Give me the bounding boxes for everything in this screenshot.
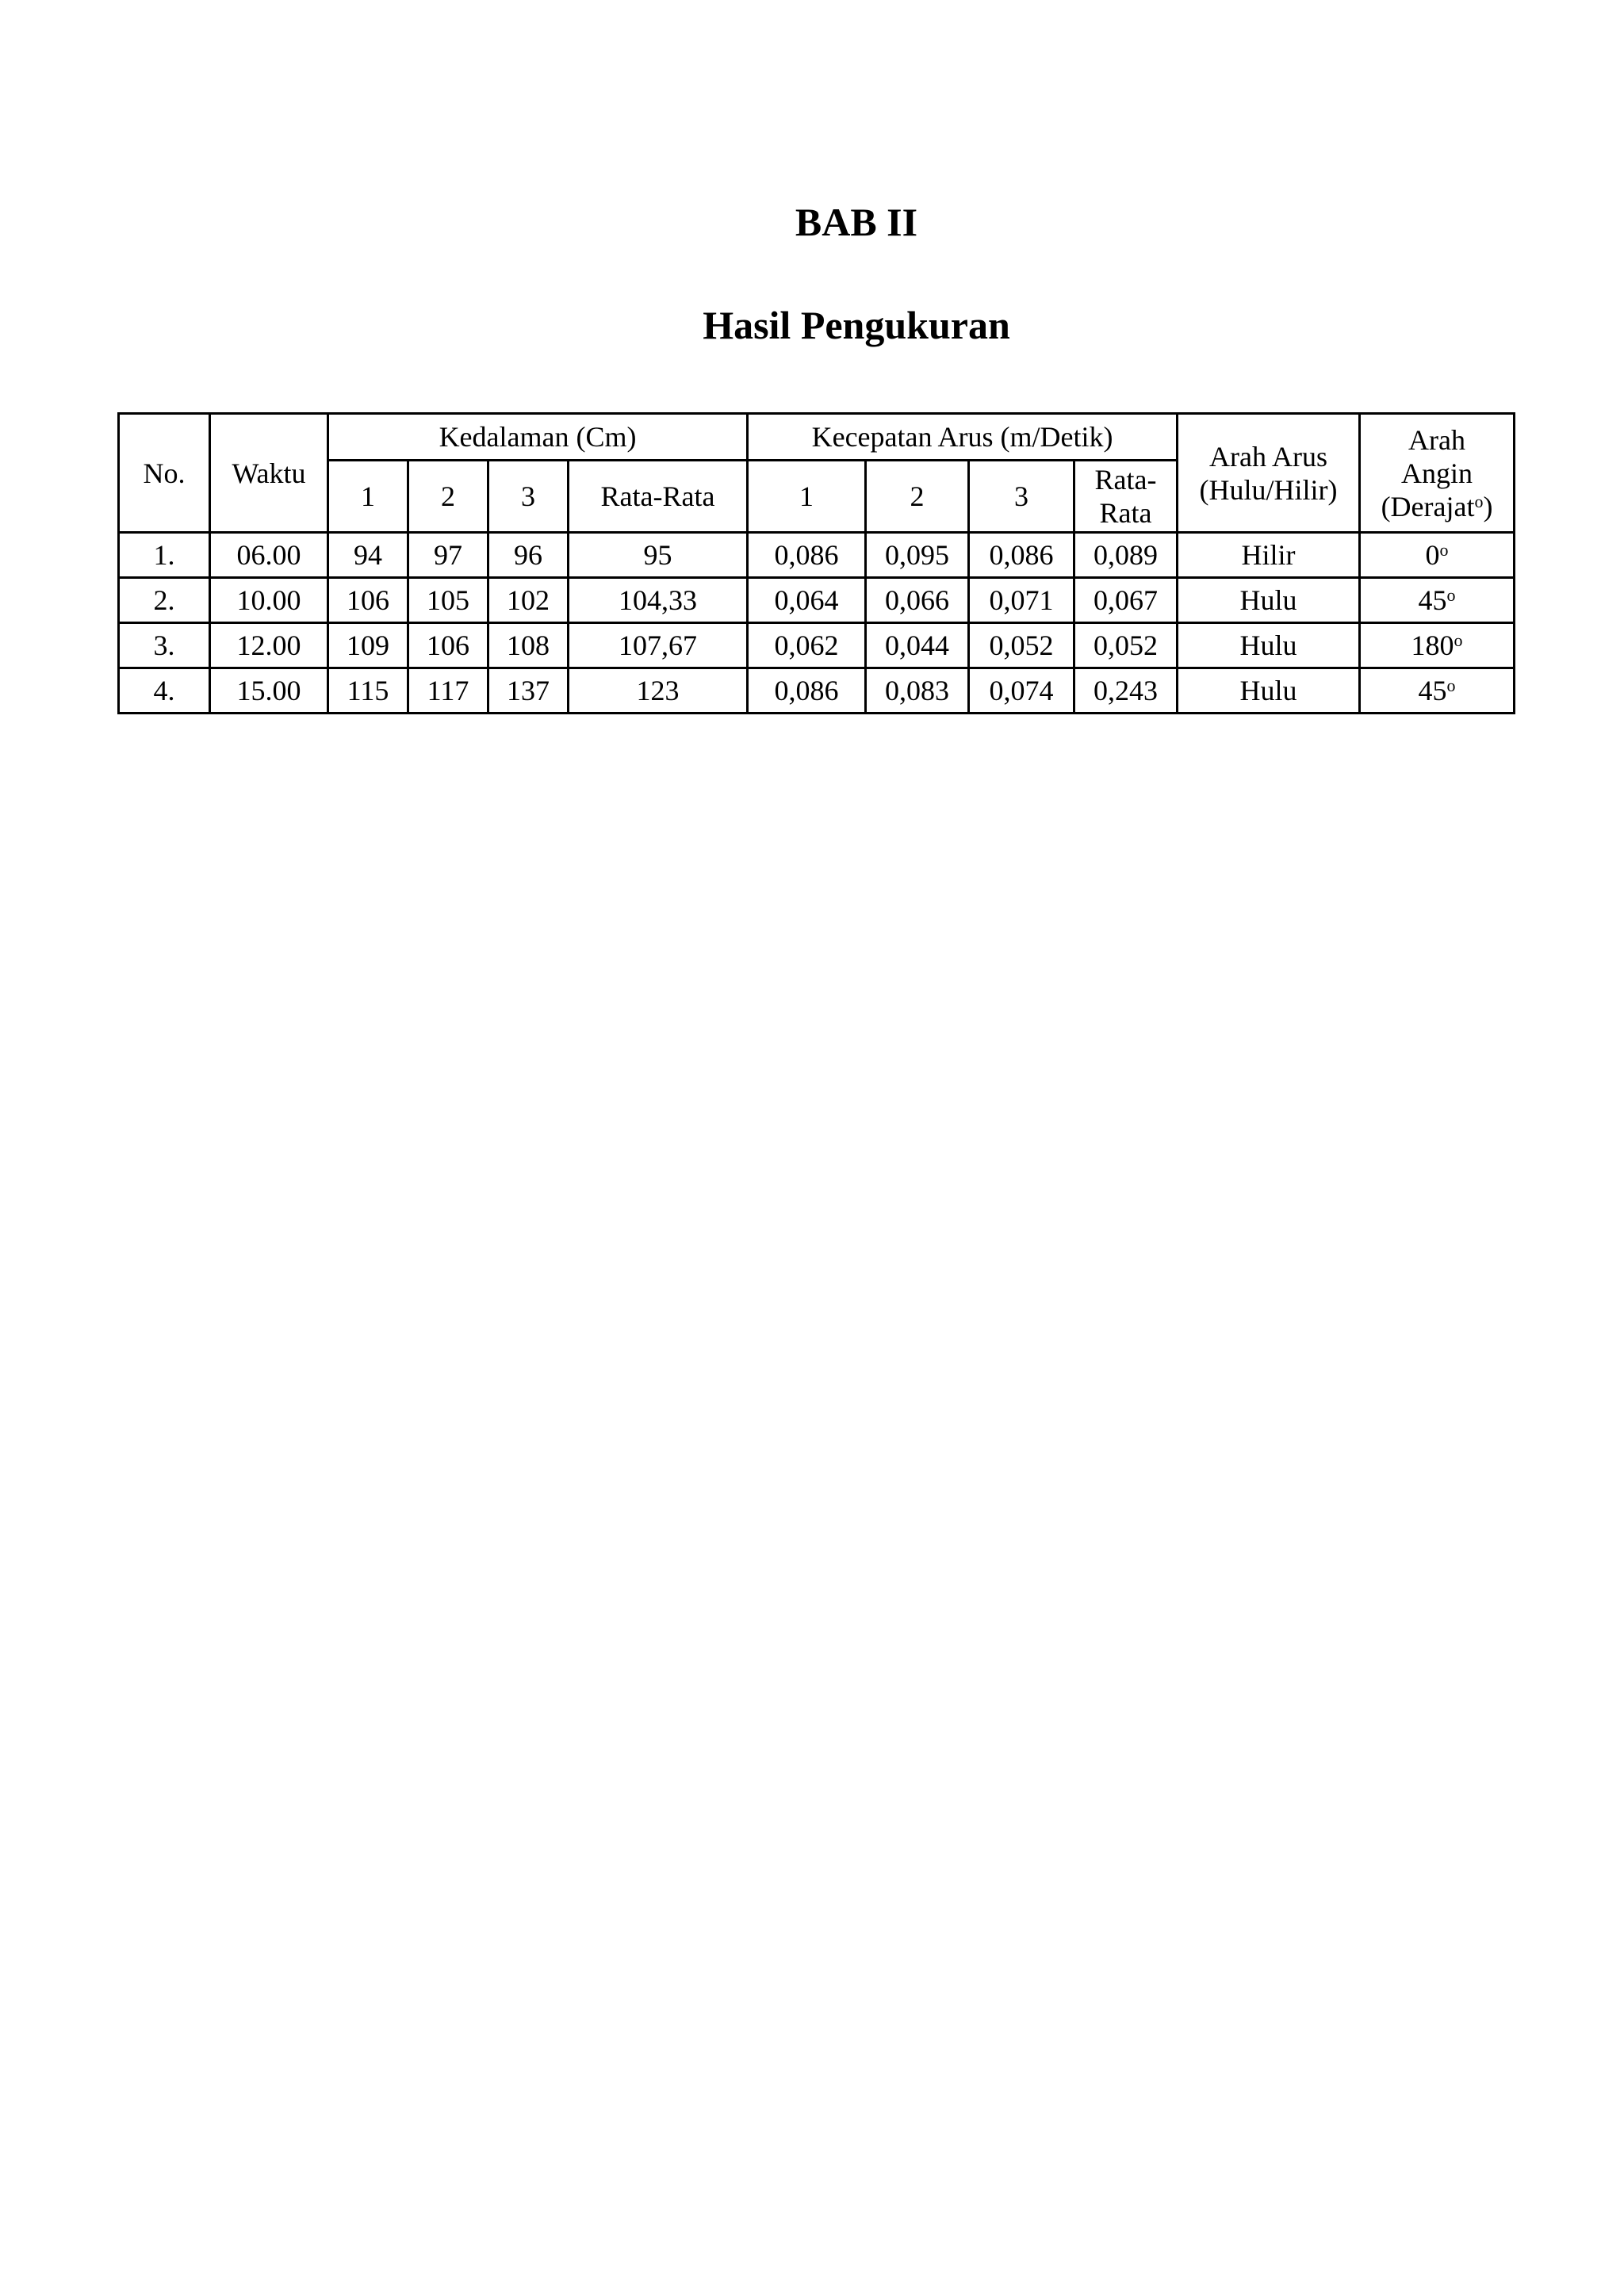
cell-waktu: 06.00 <box>210 533 328 578</box>
table-row <box>119 533 1515 578</box>
cell-waktu: 10.00 <box>210 578 328 623</box>
header-arah-angin-line1: Arah <box>1408 423 1466 456</box>
cell-no: 2. <box>119 578 210 623</box>
degree-superscript: o <box>1446 675 1456 695</box>
table-row <box>119 668 1515 714</box>
cell-kedalaman-rata-rata: 95 <box>569 533 748 578</box>
header-kecepatan-1: 1 <box>748 461 866 533</box>
cell-kecepatan-rata-rata: 0,089 <box>1074 533 1178 578</box>
cell-kecepatan-2: 0,095 <box>866 533 969 578</box>
cell-arah-angin <box>1360 533 1515 578</box>
cell-kedalaman-1: 94 <box>328 533 408 578</box>
cell-kedalaman-3: 137 <box>488 668 569 714</box>
header-kedalaman: Kedalaman (Cm) <box>328 414 748 461</box>
angin-value: 180 <box>1411 629 1454 661</box>
cell-kecepatan-2: 0,066 <box>866 578 969 623</box>
cell-kedalaman-2: 106 <box>408 623 488 668</box>
cell-kecepatan-3: 0,086 <box>969 533 1074 578</box>
cell-waktu: 15.00 <box>210 668 328 714</box>
cell-arah-angin <box>1360 623 1515 668</box>
cell-kedalaman-2: 117 <box>408 668 488 714</box>
header-arah-arus <box>1178 414 1360 533</box>
header-kecepatan-arus: Kecepatan Arus (m/Detik) <box>748 414 1178 461</box>
header-kecepatan-avg-line1: Rata- <box>1094 464 1157 496</box>
cell-kedalaman-1: 109 <box>328 623 408 668</box>
header-arah-arus-line1: Arah Arus <box>1209 440 1328 473</box>
degree-superscript: o <box>1439 540 1449 560</box>
cell-kedalaman-3: 108 <box>488 623 569 668</box>
angin-value: 0 <box>1425 539 1440 571</box>
page-title: Hasil Pengukuran <box>703 303 1010 347</box>
header-arah-angin-close: ) <box>1483 490 1493 522</box>
header-arah-angin-line3: (Derajat <box>1381 490 1475 522</box>
cell-kecepatan-rata-rata: 0,052 <box>1074 623 1178 668</box>
cell-kedalaman-rata-rata: 104,33 <box>569 578 748 623</box>
cell-arah-arus: Hulu <box>1178 668 1360 714</box>
header-kecepatan-3: 3 <box>969 461 1074 533</box>
cell-kedalaman-3: 96 <box>488 533 569 578</box>
cell-no: 4. <box>119 668 210 714</box>
cell-kedalaman-2: 105 <box>408 578 488 623</box>
cell-kecepatan-rata-rata: 0,243 <box>1074 668 1178 714</box>
degree-superscript: o <box>1446 585 1456 605</box>
cell-kecepatan-3: 0,074 <box>969 668 1074 714</box>
cell-kecepatan-2: 0,083 <box>866 668 969 714</box>
cell-kedalaman-rata-rata: 107,67 <box>569 623 748 668</box>
cell-kecepatan-1: 0,086 <box>748 533 866 578</box>
cell-arah-angin <box>1360 578 1515 623</box>
cell-arah-arus: Hilir <box>1178 533 1360 578</box>
header-arah-arus-line2: (Hulu/Hilir) <box>1199 473 1338 506</box>
measurement-table <box>117 412 1515 714</box>
angin-value: 45 <box>1418 675 1447 706</box>
header-arah-angin <box>1360 414 1515 533</box>
header-kecepatan-rata-rata <box>1074 461 1178 533</box>
cell-arah-arus: Hulu <box>1178 578 1360 623</box>
header-waktu: Waktu <box>210 414 328 533</box>
cell-no: 3. <box>119 623 210 668</box>
cell-kecepatan-3: 0,052 <box>969 623 1074 668</box>
degree-superscript: o <box>1454 630 1463 650</box>
chapter-title: BAB II <box>795 200 918 244</box>
cell-kedalaman-3: 102 <box>488 578 569 623</box>
cell-waktu: 12.00 <box>210 623 328 668</box>
degree-superscript: o <box>1474 491 1484 511</box>
cell-kecepatan-3: 0,071 <box>969 578 1074 623</box>
cell-kedalaman-1: 106 <box>328 578 408 623</box>
header-kedalaman-rata-rata: Rata-Rata <box>569 461 748 533</box>
table-header-row <box>119 414 1515 461</box>
cell-kedalaman-2: 97 <box>408 533 488 578</box>
cell-arah-angin <box>1360 668 1515 714</box>
header-kecepatan-avg-line2: Rata <box>1099 497 1152 529</box>
cell-kecepatan-2: 0,044 <box>866 623 969 668</box>
cell-kecepatan-rata-rata: 0,067 <box>1074 578 1178 623</box>
cell-kedalaman-rata-rata: 123 <box>569 668 748 714</box>
header-no: No. <box>119 414 210 533</box>
cell-kecepatan-1: 0,062 <box>748 623 866 668</box>
header-kedalaman-3: 3 <box>488 461 569 533</box>
header-kedalaman-2: 2 <box>408 461 488 533</box>
header-arah-angin-line2: Angin <box>1401 457 1473 489</box>
header-kedalaman-1: 1 <box>328 461 408 533</box>
header-kecepatan-2: 2 <box>866 461 969 533</box>
table-row <box>119 578 1515 623</box>
cell-arah-arus: Hulu <box>1178 623 1360 668</box>
table-row <box>119 623 1515 668</box>
angin-value: 45 <box>1418 584 1447 616</box>
cell-kecepatan-1: 0,086 <box>748 668 866 714</box>
cell-kecepatan-1: 0,064 <box>748 578 866 623</box>
cell-kedalaman-1: 115 <box>328 668 408 714</box>
cell-no: 1. <box>119 533 210 578</box>
